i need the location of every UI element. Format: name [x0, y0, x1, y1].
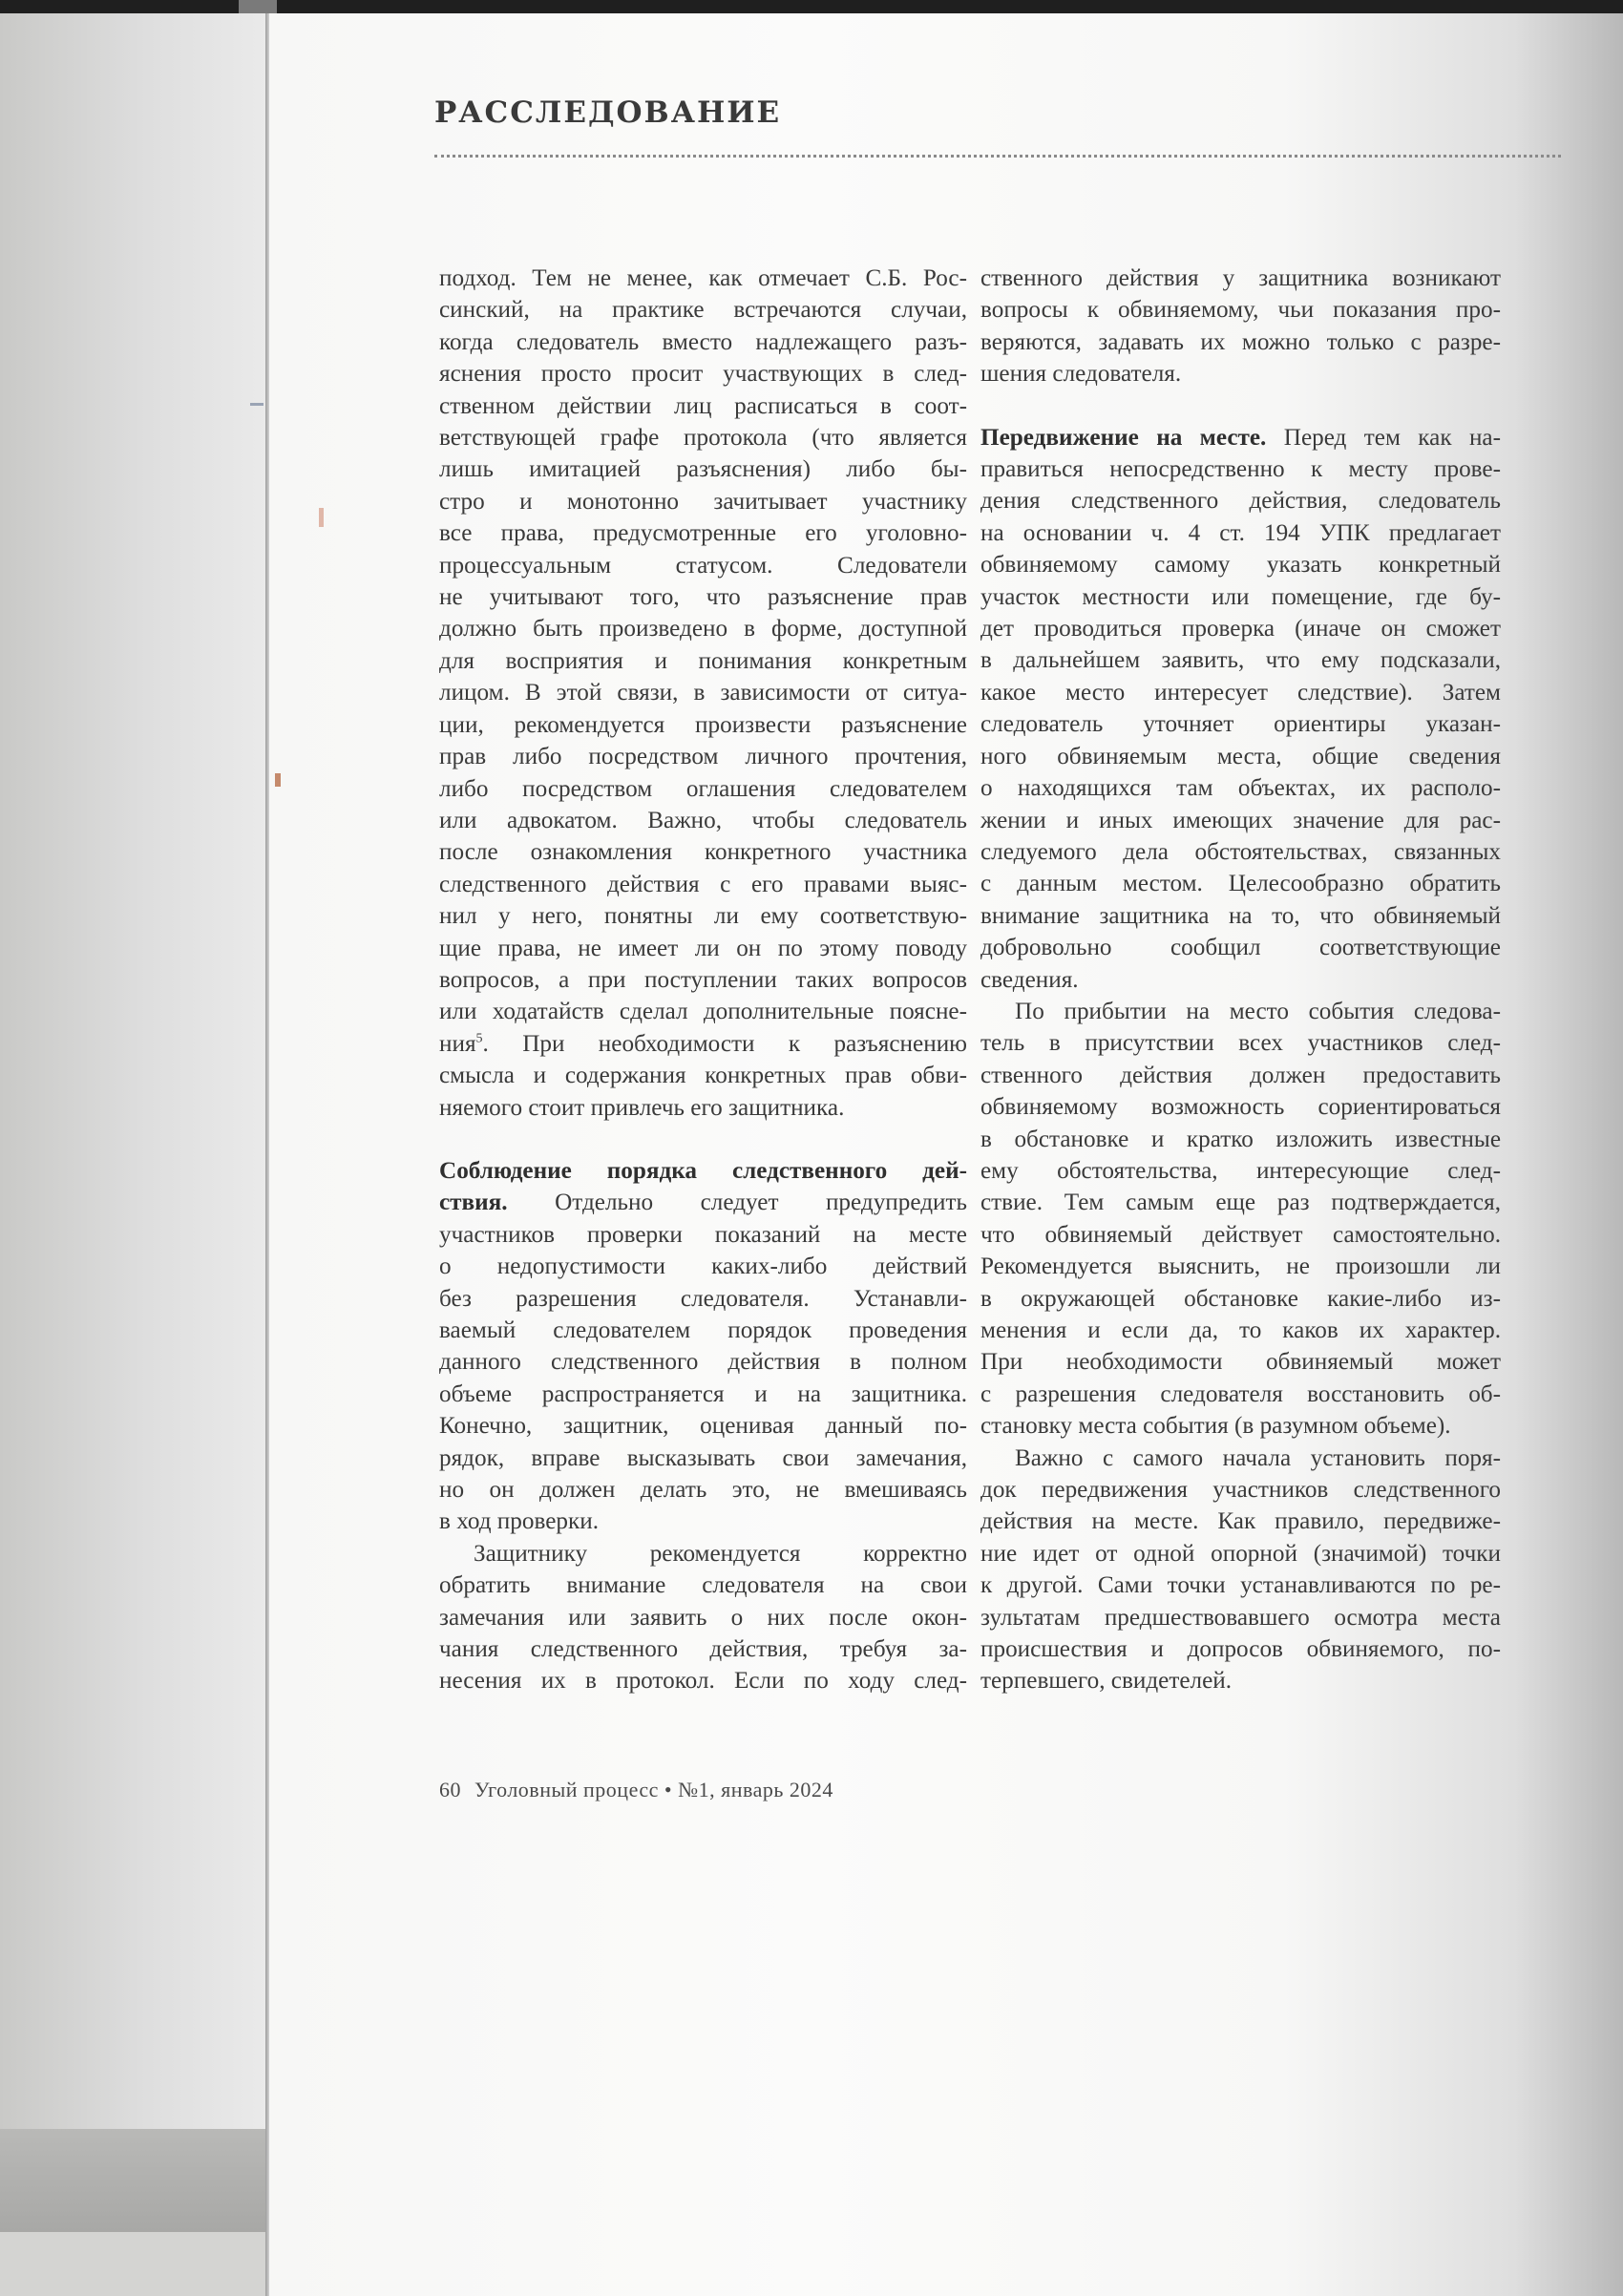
text-line: При необходимости обвиняемый может — [980, 1349, 1501, 1376]
text-line: в дальнейшем заявить, что ему подсказали, — [980, 647, 1501, 674]
text-line: ветствующей графе протокола (что является — [439, 425, 967, 452]
section-first-line: Перед тем как на- — [1266, 424, 1501, 451]
section-heading-line — [980, 422, 1501, 453]
text-line: объеме распространяется и на защитника. — [439, 1380, 967, 1407]
text-line: следственного действия с его правами выяс- — [439, 871, 967, 897]
text-line: няемого стоит привлечь его защитника. — [439, 1094, 845, 1121]
text-line: происшествия и допросов обвиняемого, по- — [980, 1636, 1501, 1663]
text-line: ваемый следователем порядок проведения — [439, 1317, 967, 1343]
text-line: либо посредством оглашения следователем — [439, 775, 967, 802]
left-para1-last-end: . При необходимости к разъяснению — [482, 1030, 967, 1057]
text-line: все права, предусмотренные его уголовно- — [439, 520, 967, 547]
text-line: яснения просто просит участвующих в след- — [439, 361, 967, 388]
section-heading-order: Соблюдение порядка следственного дей- — [439, 1157, 967, 1184]
right-column — [980, 263, 1501, 1697]
text-line: процессуальным статусом. Следователи — [439, 552, 967, 579]
text-line: сведения. — [980, 966, 1079, 993]
section-heading-line — [439, 1187, 967, 1218]
text-line: дения следственного действия, следователь — [980, 488, 1501, 515]
text-line: веряются, задавать их можно только с разре- — [980, 328, 1501, 355]
text-line: стро и монотонно зачитывает участнику — [439, 488, 967, 515]
right-para3 — [980, 1443, 1501, 1697]
text-line: для восприятия и понимания конкретным — [439, 647, 967, 674]
text-line: какое место интересует следствие). Затем — [980, 679, 1501, 706]
section-heading-order-end: ствия. — [439, 1190, 508, 1216]
text-line: несения их в протокол. Если по ходу след- — [439, 1668, 967, 1695]
text-line: щие права, не имеет ли он по этому поводу — [439, 935, 967, 961]
text-line: в обстановке и кратко изложить известные — [980, 1126, 1501, 1152]
text-line: тель в присутствии всех участников след- — [980, 1030, 1501, 1057]
text-line: Защитнику рекомендуется корректно — [474, 1540, 967, 1567]
page-number: 60 — [439, 1778, 461, 1801]
text-line: в ход проверки. — [439, 1508, 600, 1535]
text-line: когда следователь вместо надлежащего разъ- — [439, 328, 967, 355]
text-line: что обвиняемый действует самостоятельно. — [980, 1221, 1501, 1248]
text-line: лишь имитацией разъяснения) либо бы- — [439, 456, 967, 483]
text-line: Важно с самого начала установить поря- — [1015, 1444, 1501, 1471]
text-line: с данным местом. Целесообразно обратить — [980, 871, 1501, 897]
text-line: смысла и содержания конкретных прав обви- — [439, 1063, 967, 1089]
text-line: лицом. В этой связи, в зависимости от ситуа- — [439, 680, 967, 706]
left-para1-last-start: ния — [439, 1030, 476, 1057]
text-line: синский, на практике встречаются случаи, — [439, 297, 967, 324]
text-line: ственного действия у защитника возникают — [980, 265, 1501, 291]
text-line: с разрешения следователя восстановить об- — [980, 1380, 1501, 1407]
text-line: зультатам предшествовавшего осмотра места — [980, 1604, 1501, 1631]
text-line: следователь уточняет ориентиры указан- — [980, 711, 1501, 738]
page-footer — [439, 1778, 841, 1802]
text-line: шения следователя. — [980, 361, 1182, 388]
left-column — [439, 263, 967, 1697]
text-line: ного обвиняемым места, общие сведения — [980, 743, 1501, 769]
text-line: ему обстоятельства, интересующие след- — [980, 1157, 1501, 1184]
text-line: обвиняемому самому указать конкретный — [980, 552, 1501, 579]
scanner-bed-left — [0, 0, 267, 2232]
left-para3 — [439, 1538, 967, 1697]
left-para1-tail — [439, 1060, 967, 1124]
text-line: в окружающей обстановке какие-либо из- — [980, 1285, 1501, 1312]
text-line: участников проверки показаний на месте — [439, 1221, 967, 1248]
text-line: без разрешения следователя. Устанавли- — [439, 1285, 967, 1312]
text-line: действия на месте. Как правило, передвиже- — [980, 1508, 1501, 1535]
text-line: ние идет от одной опорной (значимой) точки — [980, 1540, 1501, 1567]
text-line: о недопустимости каких-либо действий — [439, 1253, 967, 1280]
text-line: ции, рекомендуется произвести разъяснение — [439, 711, 967, 738]
text-line: или ходатайств сделал дополнительные поясне- — [439, 999, 967, 1025]
text-line: рядок, вправе высказывать свои замечания, — [439, 1444, 967, 1471]
text-line: правиться непосредственно к месту прове- — [980, 456, 1501, 483]
running-head: РАССЛЕДОВАНИЕ — [434, 95, 782, 130]
section2-first-line: Отдельно следует предупредить — [507, 1190, 967, 1216]
text-line: добровольно сообщил соответствующие — [980, 935, 1501, 961]
text-line: о находящихся там объектах, их располо- — [980, 775, 1501, 802]
right-para1 — [980, 263, 1501, 390]
text-line: или адвокатом. Важно, чтобы следователь — [439, 807, 967, 833]
text-line: обратить внимание следователя на свои — [439, 1572, 967, 1599]
text-line: не учитывают того, что разъяснение прав — [439, 584, 967, 611]
section-heading-movement: Передвижение на месте. — [980, 424, 1267, 451]
section-heading-line — [439, 1155, 967, 1187]
text-line: данного следственного действия в полном — [439, 1349, 967, 1376]
left-para1-last-line — [439, 1028, 967, 1060]
text-line: ственного действия должен предоставить — [980, 1062, 1501, 1088]
text-line: обвиняемому возможность сориентироваться — [980, 1094, 1501, 1121]
text-line: менения и если да, то каков их характер. — [980, 1317, 1501, 1343]
text-line: По прибытии на место события следова- — [1015, 998, 1501, 1024]
text-line: к другой. Сами точки устанавливаются по ре- — [980, 1572, 1501, 1599]
text-line: участок местности или помещение, где бу- — [980, 583, 1501, 610]
footnote-ref: 5 — [475, 1031, 483, 1046]
text-line: нил у него, понятны ли ему соответствую- — [439, 903, 967, 930]
text-line: становку места события (в разумном объеме). — [980, 1413, 1451, 1440]
text-line: Рекомендуется выяснить, не произошли ли — [980, 1253, 1501, 1280]
left-section2 — [439, 1219, 967, 1538]
text-line: дет проводиться проверка (иначе он сможет — [980, 616, 1501, 642]
left-para1 — [439, 263, 967, 1028]
text-line: следуемого дела обстоятельствах, связанных — [980, 838, 1501, 865]
text-line: замечания или заявить о них после окон- — [439, 1604, 967, 1631]
text-line: на основании ч. 4 ст. 194 УПК предлагает — [980, 519, 1501, 546]
scan-artifact — [275, 773, 281, 787]
text-line: терпевшего, свидетелей. — [980, 1668, 1233, 1695]
text-line: внимание защитника на то, что обвиняемый — [980, 902, 1501, 929]
text-line: подход. Тем не менее, как отмечает С.Б. Рос- — [439, 265, 967, 291]
text-line: вопросов, а при поступлении таких вопросов — [439, 966, 967, 993]
scan-artifact — [250, 403, 263, 406]
right-section — [980, 453, 1501, 996]
text-line: Конечно, защитник, оценивая данный по- — [439, 1413, 967, 1440]
text-line: ственном действии лиц расписаться в соот- — [439, 392, 967, 419]
text-line: жении и иных имеющих значение для рас- — [980, 807, 1501, 833]
text-line: после ознакомления конкретного участника — [439, 839, 967, 866]
text-line: должно быть произведено в форме, доступной — [439, 616, 967, 642]
text-line: ствие. Тем самым еще раз подтверждается, — [980, 1190, 1501, 1216]
scan-artifact — [319, 508, 324, 527]
right-para2 — [980, 996, 1501, 1443]
text-line: док передвижения участников следственного — [980, 1477, 1501, 1504]
text-line: прав либо посредством личного прочтения, — [439, 744, 967, 770]
text-line: чания следственного действия, требуя за- — [439, 1636, 967, 1663]
text-line: но он должен делать это, не вмешиваясь — [439, 1477, 967, 1504]
journal-issue: Уголовный процесс • №1, январь 2024 — [474, 1778, 833, 1801]
header-dotted-rule — [434, 155, 1561, 158]
scanner-top-gap — [239, 0, 277, 13]
text-line: вопросы к обвиняемому, чьи показания про- — [980, 297, 1501, 324]
